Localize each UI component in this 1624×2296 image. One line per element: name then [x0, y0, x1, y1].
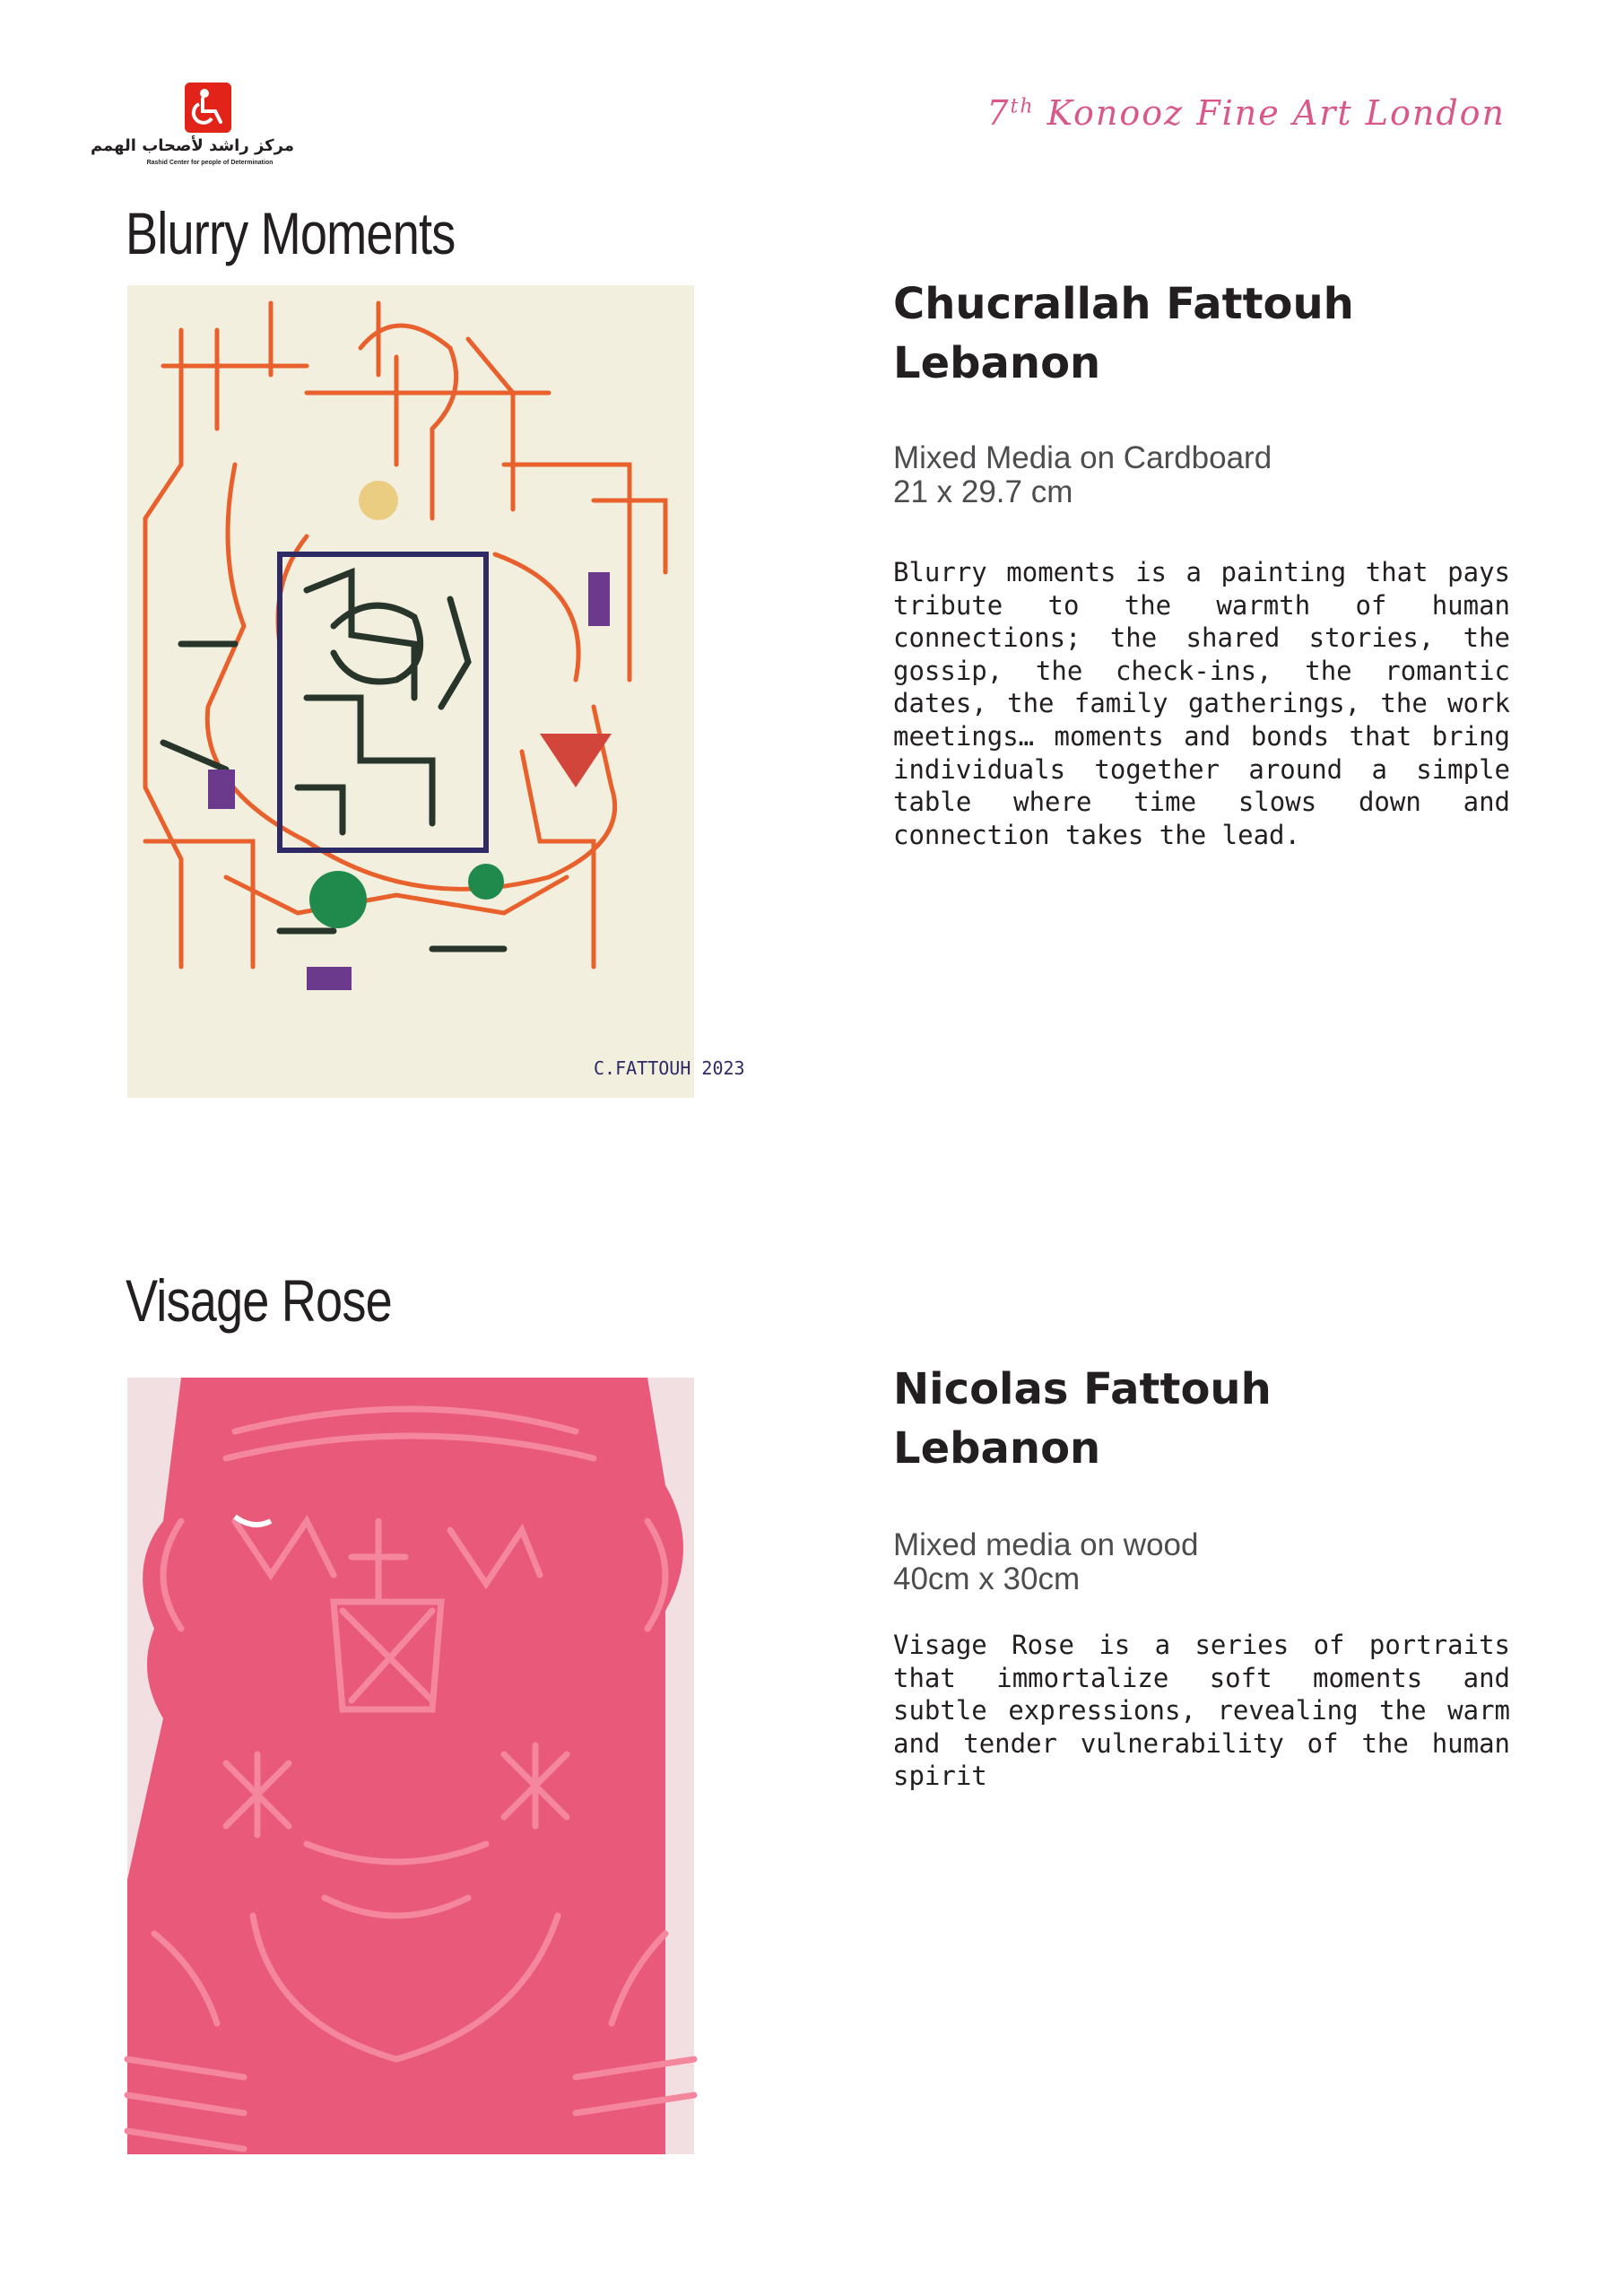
artwork-description: Blurry moments is a painting that pays tribute to the warmth of human connections; the shared stories, the gossip, the check-ins, the romantic dates, the family gatherings, the work meetings… moments and bonds that bring individuals together around a simple table where time slows down and connection takes the lead. — [893, 557, 1510, 850]
artwork-dimensions: 40cm x 30cm — [893, 1561, 1081, 1596]
artwork-image-visage-rose — [127, 1378, 694, 2154]
event-ordinal: 7 — [986, 93, 1011, 133]
artist-name: Nicolas Fattouh — [893, 1364, 1272, 1414]
logo-english-text: Rashid Center for people of Determination — [146, 160, 274, 166]
artist-country: Lebanon — [893, 338, 1101, 388]
event-title — [986, 93, 1506, 133]
artwork-dimensions: 21 x 29.7 cm — [893, 474, 1073, 509]
artwork-medium: Mixed media on wood — [893, 1527, 1199, 1562]
artist-country: Lebanon — [893, 1423, 1101, 1474]
rashid-center-logo — [90, 83, 294, 176]
artwork-image-blurry-moments — [127, 285, 745, 1098]
wheelchair-icon — [181, 83, 235, 135]
pink-textured-portrait-icon — [127, 1378, 694, 2154]
artist-name: Chucrallah Fattouh — [893, 279, 1354, 329]
event-name: Konooz Fine Art London — [1046, 93, 1506, 133]
logo-arabic-text: مركز راشد لأصحاب الهمم — [90, 136, 294, 155]
artwork-title: Blurry Moments — [126, 200, 456, 266]
artwork-medium: Mixed Media on Cardboard — [893, 440, 1272, 475]
abstract-line-drawing-icon — [127, 285, 745, 1098]
artwork-signature: C.FATTOUH 2023 — [594, 1057, 745, 1079]
artwork-description: Visage Rose is a series of portraits that immortalize soft moments and subtle expressions, revealing the warm and tender vulnerability of the human spirit — [893, 1630, 1510, 1792]
artwork-title: Visage Rose — [126, 1267, 392, 1334]
event-ordinal-suffix: th — [1010, 95, 1035, 118]
